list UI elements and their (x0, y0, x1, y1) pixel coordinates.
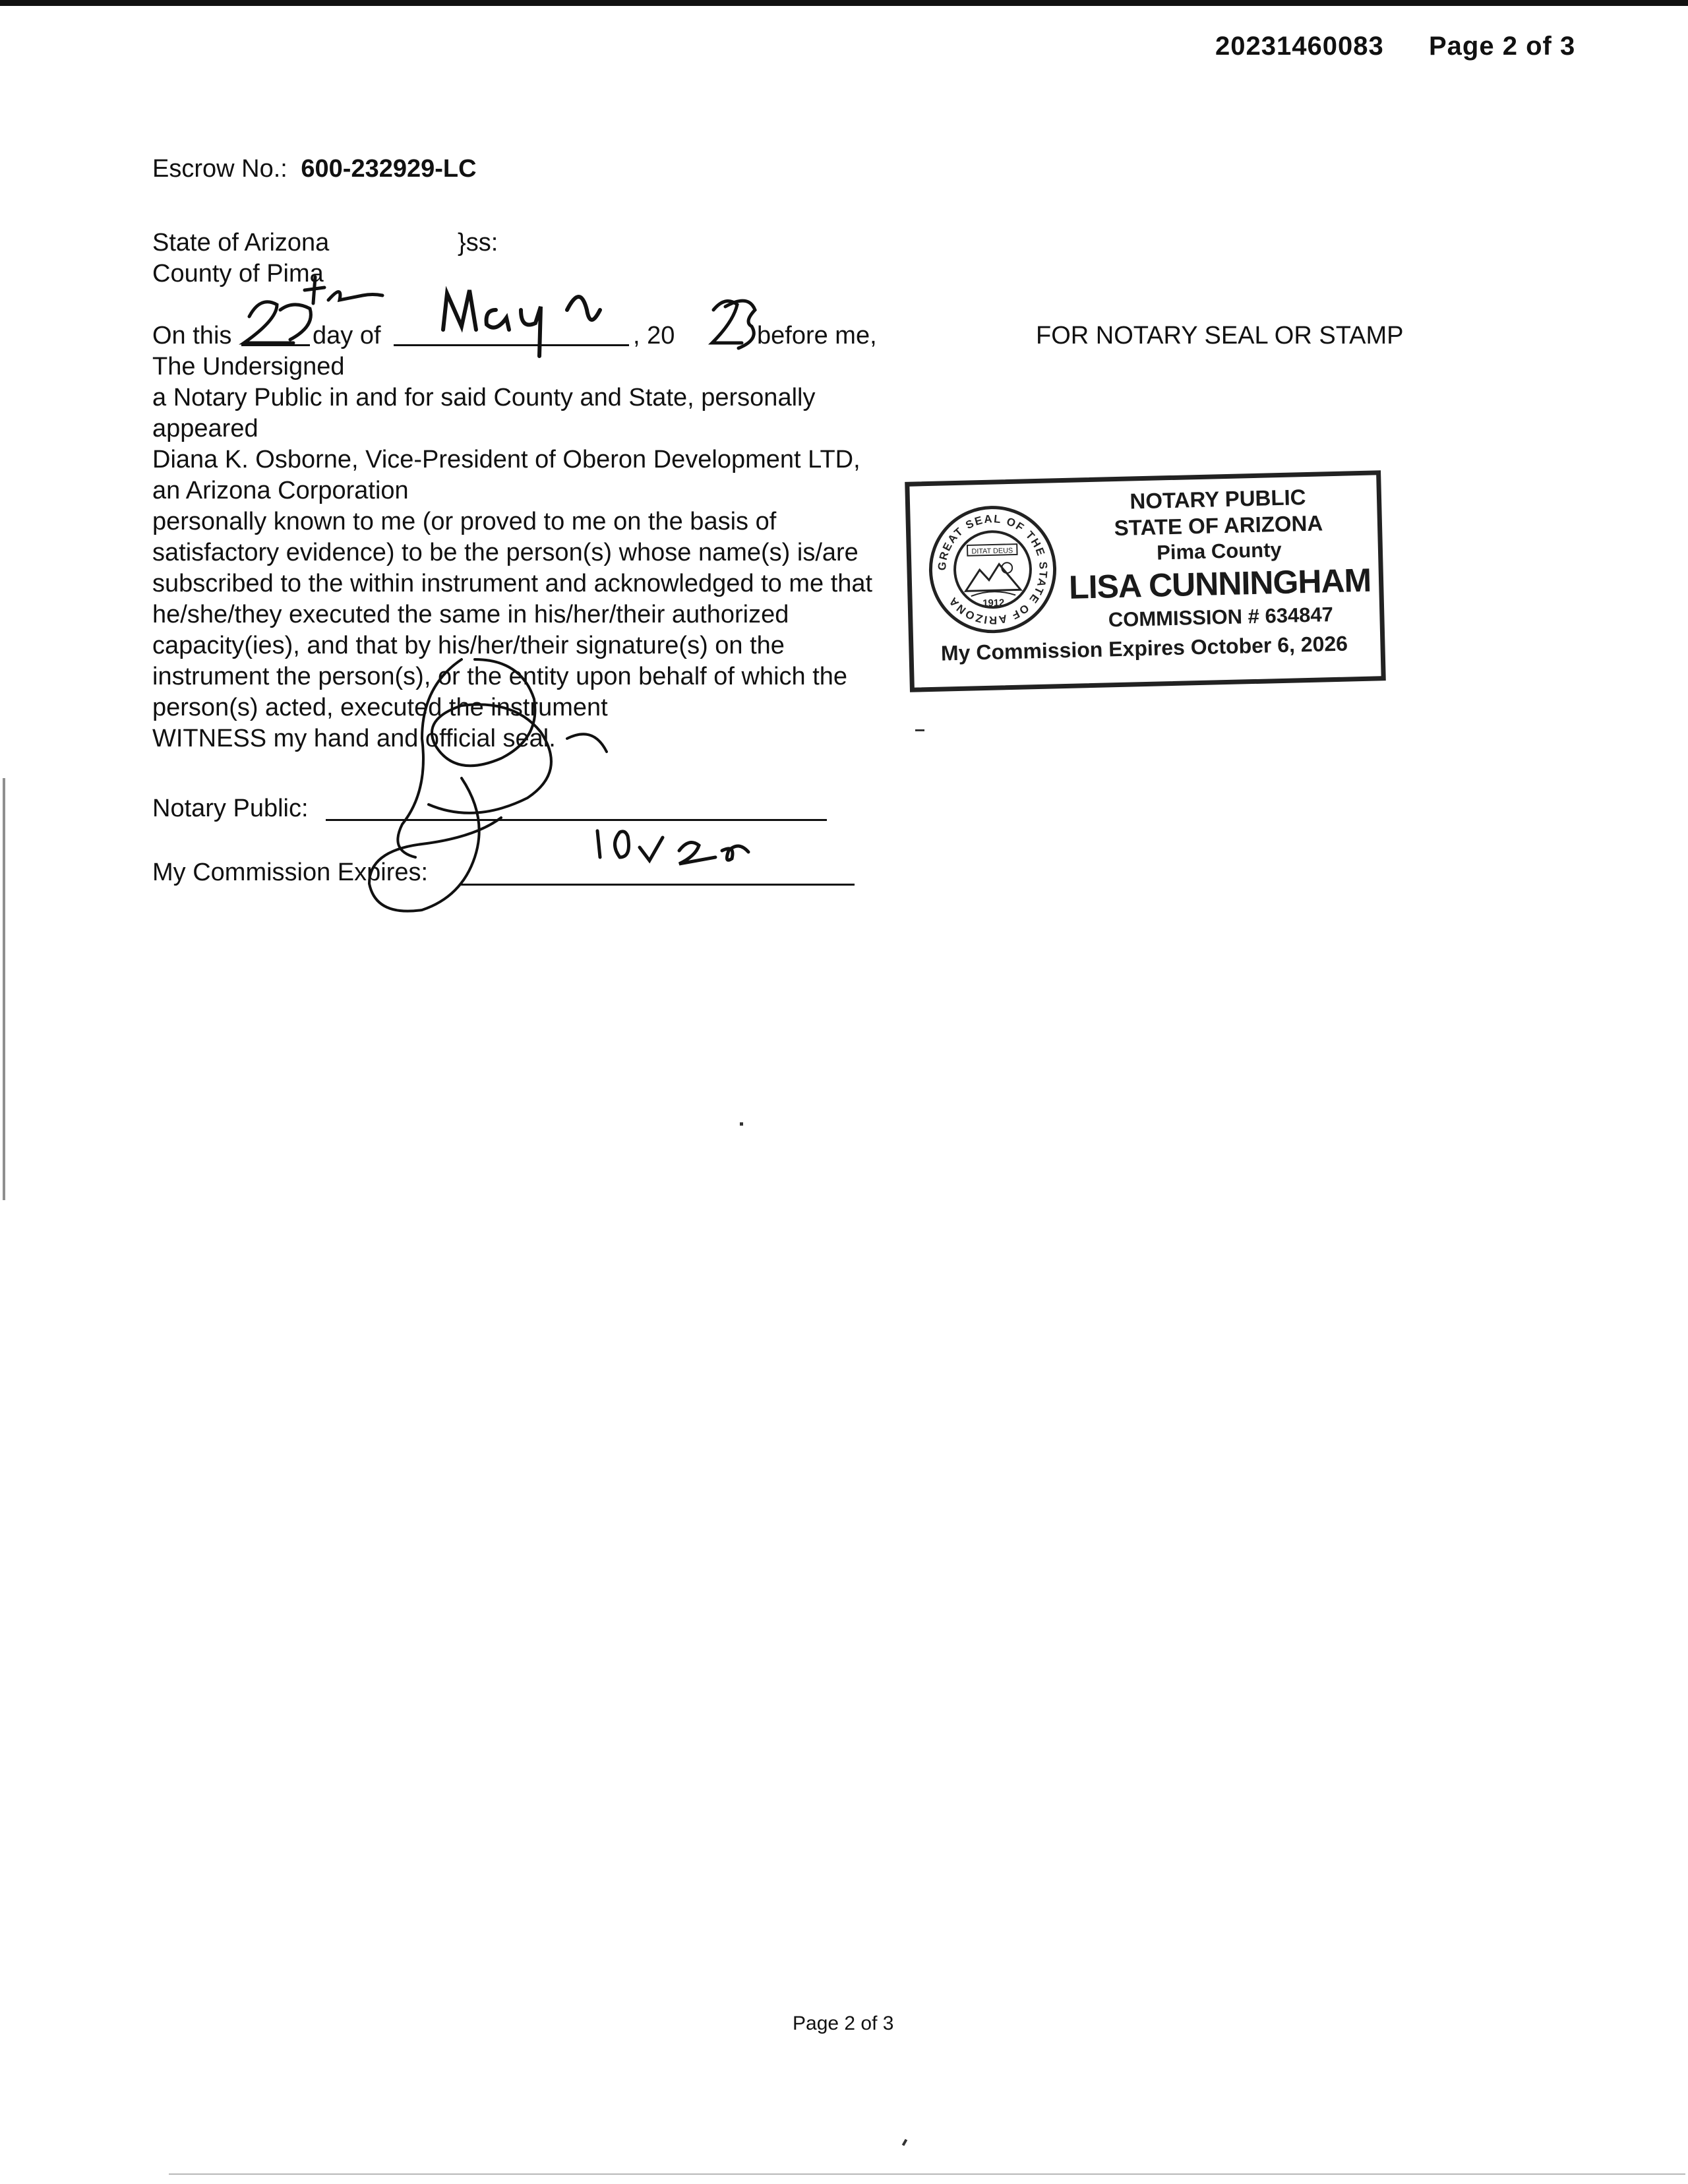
on-this-label: On this (152, 322, 232, 349)
handwritten-expiration (597, 831, 748, 864)
ack-line-9: subscribed to the within instrument and acknowledged to me that (152, 570, 873, 597)
venue-ss: }ss: (458, 229, 498, 257)
scan-edge-mark (3, 778, 5, 1200)
ack-line-5: Diana K. Osborne, Vice-President of Oberon Development LTD, (152, 446, 860, 473)
ack-line-6: an Arizona Corporation (152, 477, 409, 504)
stamp-commission: COMMISSION # 634847 (1108, 603, 1334, 632)
ack-line-13: person(s) acted, executed the instrument (152, 694, 608, 721)
stamp-line-2: STATE OF ARIZONA (1114, 510, 1323, 541)
witness-line: WITNESS my hand and official seal. (152, 725, 556, 752)
scan-speck (902, 2139, 907, 2146)
year-prefix: , 20 (633, 322, 675, 349)
handwritten-year (712, 301, 755, 348)
header-page-label: Page 2 of 3 (1429, 32, 1576, 61)
escrow-number: 600-232929-LC (301, 155, 477, 183)
commission-expires-label: My Commission Expires: (152, 859, 429, 886)
day-blank (241, 320, 310, 346)
notary-stamp (905, 470, 1386, 692)
top-border (0, 0, 1688, 6)
day-of-label: day of (313, 322, 381, 349)
notary-public-label: Notary Public: (152, 795, 309, 822)
scan-speck (740, 1122, 743, 1126)
ack-line-3: a Notary Public in and for said County and State, personally (152, 384, 816, 411)
ack-officer: The Undersigned (152, 353, 345, 380)
ack-line-8: satisfactory evidence) to be the person(s) whose name(s) is/are (152, 539, 859, 566)
notary-signature-line (326, 795, 827, 821)
commission-expires-line (459, 860, 855, 886)
footer-page-label: Page 2 of 3 (793, 2013, 894, 2034)
seal-area-label: FOR NOTARY SEAL OR STAMP (1036, 322, 1404, 349)
arizona-state-seal-icon (926, 502, 1060, 636)
stamp-county: Pima County (1156, 537, 1282, 564)
bottom-scan-line (169, 2173, 1685, 2175)
svg-text:GREAT SEAL OF THE STATE OF ARI (934, 511, 1051, 628)
seal-ring-text: GREAT SEAL OF THE STATE OF ARIZONA (935, 512, 1050, 626)
month-blank (394, 320, 629, 346)
stamp-line-1: NOTARY PUBLIC (1130, 485, 1306, 514)
before-me-label: before me, (757, 322, 877, 349)
venue-county: County of Pima (152, 260, 324, 288)
escrow-label: Escrow No.: (152, 155, 287, 183)
seal-motto: DITAT DEUS (971, 547, 1013, 556)
escrow-line (152, 154, 477, 185)
venue-state: State of Arizona (152, 229, 330, 257)
ack-line-10: he/she/they executed the same in his/her/their authorized (152, 601, 789, 628)
recording-number: 20231460083 (1215, 32, 1384, 61)
ack-line-4: appeared (152, 415, 258, 442)
stamp-notary-name: LISA CUNNINGHAM (1068, 561, 1372, 606)
scan-speck (915, 729, 924, 731)
seal-year: 1912 (982, 597, 1005, 609)
ack-line-11: capacity(ies), and that by his/her/their signature(s) on the (152, 632, 785, 659)
stamp-expiration: My Commission Expires October 6, 2026 (940, 631, 1348, 665)
ack-line-12: instrument the person(s), or the entity upon behalf of which the (152, 663, 848, 690)
ack-line-7: personally known to me (or proved to me on the basis of (152, 508, 777, 535)
